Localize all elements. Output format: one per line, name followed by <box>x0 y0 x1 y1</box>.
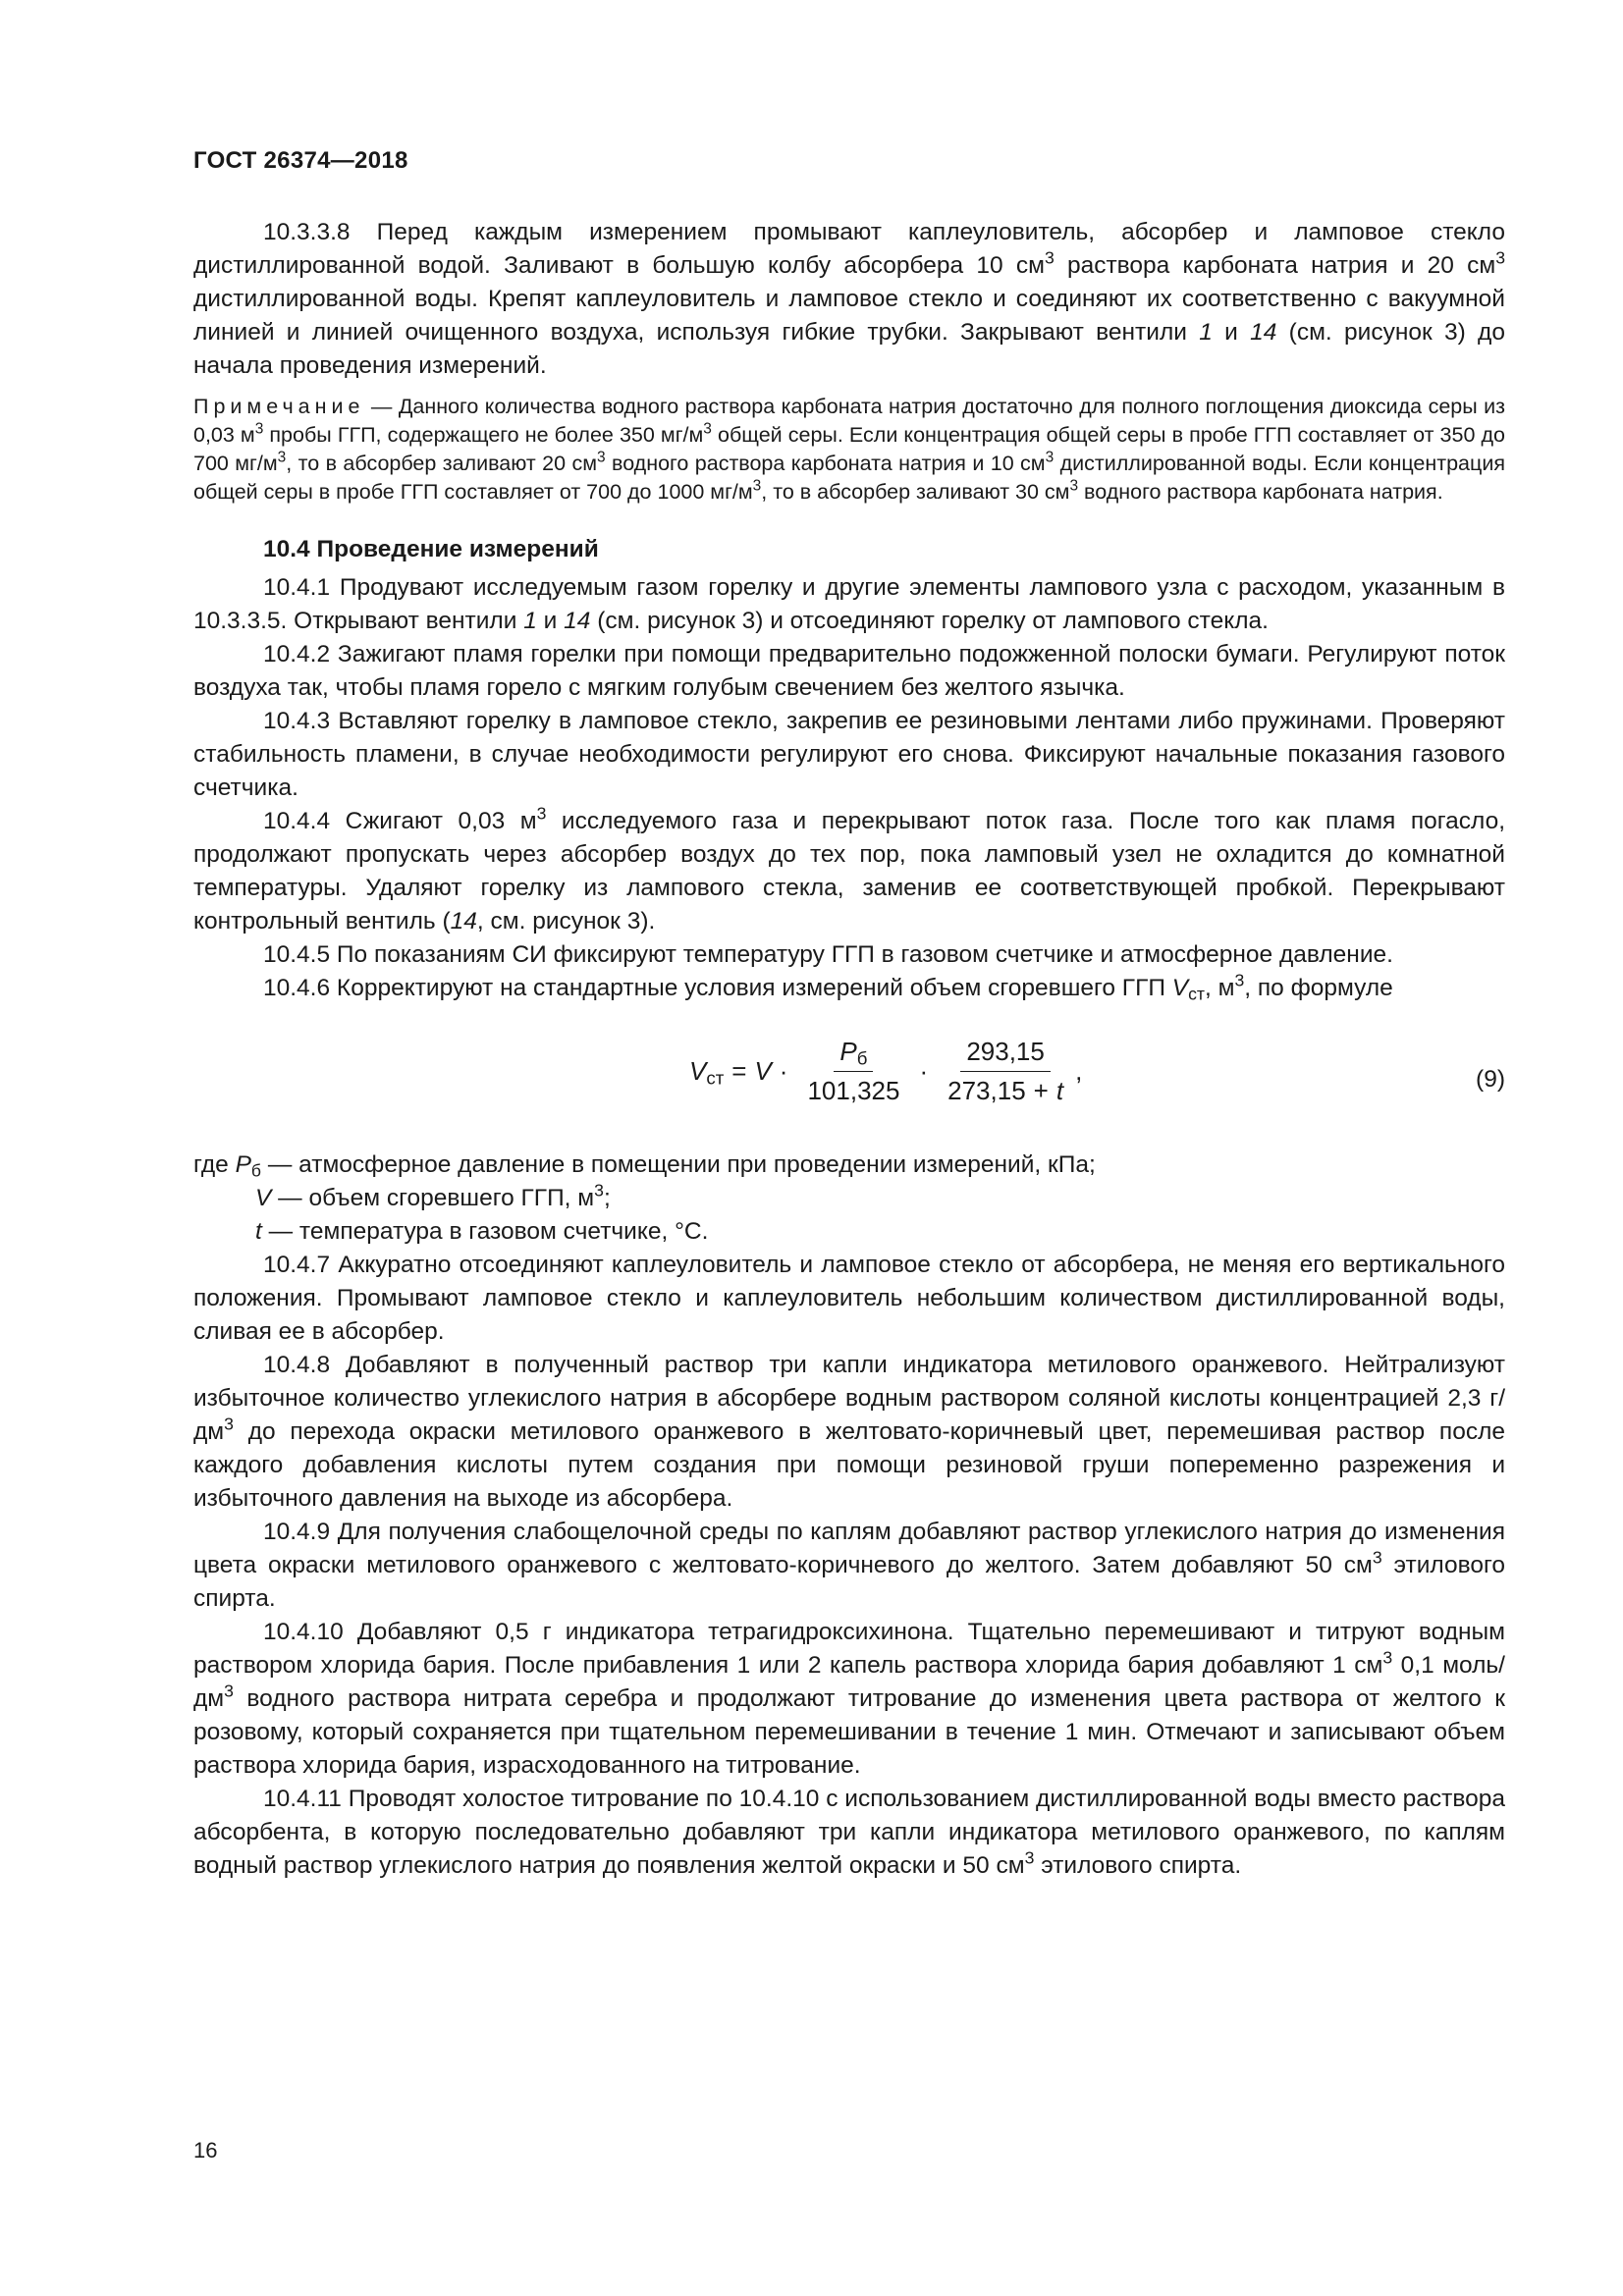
section-title: 10.4 Проведение измерений <box>263 536 599 562</box>
document-header: ГОСТ 26374—2018 <box>193 147 408 174</box>
paragraph-10-3-3-8: 10.3.3.8 Перед каждым измерением промывают каплеуловитель, абсорбер и ламповое стекло дистиллированной водой. Заливают в большую колбу абсорбера 10 $см^3$ раствора карбоната натрия и 20 $см^3$ дистиллированной воды. Крепят каплеуловитель и ламповое стекло и соединяют их соответственно с вакуумной линией и линией очищенного воздуха, используя гибкие трубки. Закрывают вентили 1 и 14 (см. рисунок 3) до начала проведения измерений. <box>193 219 1505 379</box>
fraction-pressure: $\frac{P_б}{101,325}$ <box>807 1037 900 1105</box>
note: Примечание — Данного количества водного раствора карбоната натрия достаточно для полного поглощения диоксида серы из 0,03 $м^3$ пробы ГГП, содержащего не более 350 $мг/м^3$ общей серы. Если концентрация общей серы в пробе ГГП составляет от 350 до 700 $мг/м^3$, то в абсорбер заливают 20 $см^3$ водного раствора карбоната натрия и 10 $см^3$ дистиллированной воды. Если концентрация общей серы в пробе ГГП составляет от 700 до 1000 $мг/м^3$, то в абсорбер заливают 30 $см^3$ водного раствора карбоната натрия. <box>193 395 1505 504</box>
page-number: 16 <box>193 2138 218 2163</box>
legend-line-volume: V — объем сгоревшего ГГП, $м^3$; <box>255 1180 611 1211</box>
note-label: Примечание <box>193 395 365 418</box>
paragraph-10-4-5: 10.4.5 По показаниям СИ фиксируют температуру ГГП в газовом счетчике и атмосферное давление. <box>263 941 1393 968</box>
paragraph-10-4-7: 10.4.7 Аккуратно отсоединяют каплеуловитель и ламповое стекло от абсорбера, не меняя его вертикального положения. Промывают ламповое стекло и каплеуловитель небольшим количеством дистиллированной воды, сливая ее в абсорбер. <box>193 1252 1505 1345</box>
paragraph-10-4-6: 10.4.6 Корректируют на стандартные условия измерений объем сгоревшего ГГП $V_{ст}$, $м^3$, по формуле <box>263 970 1393 1004</box>
paragraph-10-4-9: 10.4.9 Для получения слабощелочной среды по каплям добавляют раствор углекислого натрия до изменения цвета окраски метилового оранжевого с желтовато-коричневого до желтого. Затем добавляют 50 $см^3$ этилового спирта. <box>193 1519 1506 1612</box>
paragraph-10-4-8: 10.4.8 Добавляют в полученный раствор три капли индикатора метилового оранжевого. Нейтрализуют избыточное количество углекислого натрия в абсорбере водным раствором соляной кислоты концентрацией 2,3 $г/дм^3$ до перехода окраски метилового оранжевого в желтовато-коричневый цвет, перемешивая раствор после каждого добавления кислоты путем создания при помощи резиновой груши попеременно разрежения и избыточного давления на выходе из абсорбера. <box>193 1352 1505 1512</box>
document-page <box>193 147 1505 1883</box>
legend-line-temperature: t — температура в газовом счетчике, °С. <box>255 1218 709 1245</box>
formula-expression: $V_{ст}$ = V · $\frac{P_б}{101,325}$ · $\frac{293,15}{273,15 + t}$ , <box>689 1037 1083 1105</box>
paragraph-10-4-1: 10.4.1 Продувают исследуемым газом горелку и другие элементы лампового узла с расходом, указанным в 10.3.3.5. Открывают вентили 1 и 14 (см. рисунок 3) и отсоединяют горелку от лампового стекла. <box>193 574 1505 634</box>
paragraph-10-4-10: 10.4.10 Добавляют 0,5 г индикатора тетрагидроксихинона. Тщательно перемешивают и титруют водным раствором хлорида бария. После прибавления 1 или 2 капель раствора хлорида бария добавляют 1 $см^3$ 0,1 моль/$дм^3$ водного раствора нитрата серебра и продолжают титрование до изменения цвета раствора от желтого к розовому, который сохраняется при тщательном перемешивании в течение 1 мин. Отмечают и записывают объем раствора хлорида бария, израсходованного на титрование. <box>193 1619 1505 1779</box>
fraction-temperature: $\frac{293,15}{273,15 + t}$ <box>947 1037 1064 1105</box>
legend-line-pressure: где $P_б$ — атмосферное давление в помещении при проведении измерений, кПа; <box>193 1151 1096 1181</box>
paragraph-10-4-3: 10.4.3 Вставляют горелку в ламповое стекло, закрепив ее резиновыми лентами либо пружинами. Проверяют стабильность пламени, в случае необходимости регулируют его снова. Фиксируют начальные показания газового счетчика. <box>193 708 1505 801</box>
formula-9 <box>193 1029 1505 1139</box>
paragraph-10-4-4: 10.4.4 Сжигают 0,03 $м^3$ исследуемого газа и перекрывают поток газа. После того как пламя погасло, продолжают пропускать через абсорбер воздух до тех пор, пока ламповый узел не охладится до комнатной температуры. Удаляют горелку из лампового стекла, заменив ее соответствующей пробкой. Перекрывают контрольный вентиль (14, см. рисунок 3). <box>193 803 1506 934</box>
formula-legend <box>193 1148 1505 1249</box>
formula-number: (9) <box>1476 1066 1505 1093</box>
paragraph-10-4-11: 10.4.11 Проводят холостое титрование по 10.4.10 с использованием дистиллированной воды вместо раствора абсорбента, в которую последовательно добавляют три капли индикатора метилового оранжевого, по каплям водный раствор углекислого натрия до появления желтой окраски и 50 $см^3$ этилового спирта. <box>193 1786 1505 1879</box>
paragraph-10-4-2: 10.4.2 Зажигают пламя горелки при помощи предварительно подожженной полоски бумаги. Регулируют поток воздуха так, чтобы пламя горело с мягким голубым свечением без желтого язычка. <box>193 641 1505 701</box>
